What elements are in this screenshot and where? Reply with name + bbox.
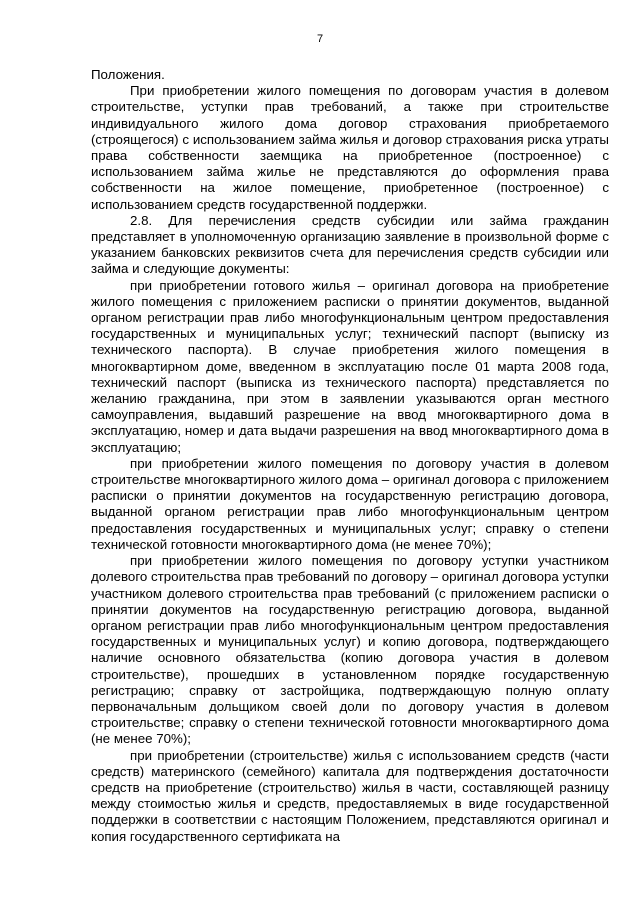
paragraph-continuation: Положения. bbox=[91, 67, 165, 82]
document-body bbox=[91, 67, 609, 845]
paragraph-ready-housing: при приобретении готового жилья – оригинал договора на приобретение жилого помещения с приложением расписки о принятии документов, выданной органом регистрации прав либо многофункциональным центром предоставления государственных и муниципальных услуг; технический паспорт (выписку из технического паспорта). В случае приобретения жилого помещения в многоквартирном доме, введенном в эксплуатацию после 01 марта 2008 года, технический паспорт (выписка из технического паспорта) представляется по желанию гражданина, при этом в заявлении указываются орган местного самоуправления, выдавший разрешение на ввод многоквартирного дома в эксплуатацию, номер и дата выдачи разрешения на ввод многоквартирного дома в эксплуатацию; bbox=[91, 277, 609, 455]
paragraph-insurance: При приобретении жилого помещения по договорам участия в долевом строительстве, уступки прав требований, а также при строительстве индивидуального жилого дома договор страхования приобретаемого (строящегося) с использованием займа жилья и договор страхования риска утраты права собственности заемщика на приобретенное (построенное) с использованием займа жилье не представляются до оформления права собственности на жилое помещение, приобретенное (построенное) с использованием средств государственной поддержки. bbox=[91, 83, 609, 212]
paragraph-rights-assignment: при приобретении жилого помещения по договору уступки участником долевого строительства прав требований по договору – оригинал договора уступки участником долевого строительства прав требований (с приложением расписки о принятии документов на государственную регистрацию договора, выданной органом регистрации прав либо многофункциональным центром предоставления государственных и муниципальных услуг) и копию договора, подтверждающего наличие основного обязательства (копию договора участия в долевом строительстве), прошедших в установленном порядке государственную регистрацию; справку от застройщика, подтверждающую полную оплату первоначальным дольщиком своей доли по договору участия в долевом строительстве; справку о степени технической готовности многоквартирного дома (не менее 70%); bbox=[91, 553, 609, 747]
paragraph-2-8: 2.8. Для перечисления средств субсидии или займа гражданин представляет в уполномоченную организацию заявление в произвольной форме с указанием банковских реквизитов счета для перечисления средств субсидии или займа и следующие документы: bbox=[91, 212, 609, 277]
page-number: 7 bbox=[316, 33, 324, 45]
paragraph-maternity-capital: при приобретении (строительстве) жилья с использованием средств (части средств) материнского (семейного) капитала для подтверждения достаточности средств на приобретение (строительство) жилья в части, составляющей разницу между стоимостью жилья и средств, предоставляемых в виде государственной поддержки в соответствии с настоящим Положением, представляются оригинал и копия государственного сертификата на bbox=[91, 747, 609, 844]
paragraph-shared-construction: при приобретении жилого помещения по договору участия в долевом строительстве многоквартирного жилого дома – оригинал договора с приложением расписки о принятии документов на государственную регистрацию договора, выданной органом регистрации прав либо многофункциональным центром предоставления государственных и муниципальных услуг; справку о степени технической готовности многоквартирного дома (не менее 70%); bbox=[91, 455, 609, 552]
